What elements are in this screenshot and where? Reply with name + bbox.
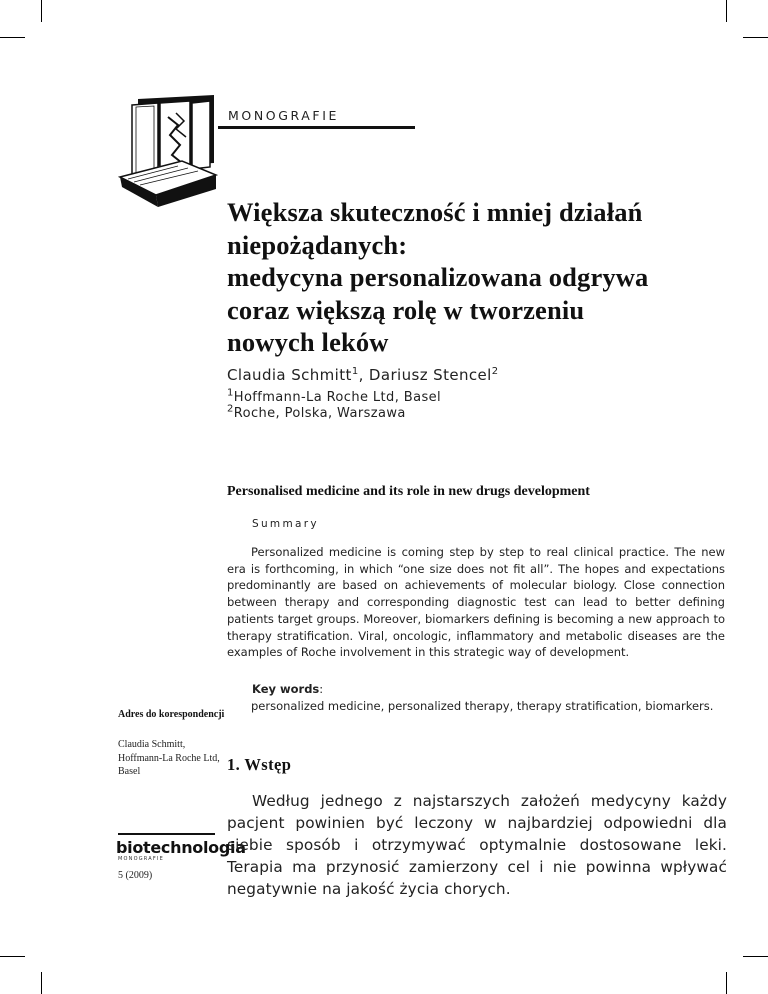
- keywords-text: personalized medicine, personalized therapy, therapy stratification, biomarkers.: [251, 699, 714, 713]
- author-list: [227, 366, 499, 384]
- title-line: nowych leków: [227, 327, 389, 357]
- crop-mark: [0, 956, 25, 957]
- article-title: [227, 196, 727, 359]
- affiliation-mark: 1: [227, 387, 234, 399]
- journal-rule: [118, 833, 215, 835]
- title-line: coraz większą rolę w tworzeniu: [227, 294, 585, 325]
- keywords-label: [252, 682, 323, 696]
- english-title: Personalised medicine and its role in new drugs development: [227, 484, 590, 499]
- correspondence-address: [118, 738, 223, 779]
- summary-text: Personalized medicine is coming step by step to real clinical practice. The new era is forthcoming, in which “one size does not fit all”. The hopes and expectations predominantly are based on achievements of molecular biology. Close connection between therapy and corresponding diagnostic test can lead to better defining patients target groups. Moreover, biomarkers defining is becoming a new approach to therapy stratification. Viral, oncologic, inflammatory and metabolic diseases are the examples of Roche involvement in this strategic way of development.: [227, 545, 725, 660]
- keywords-colon: :: [319, 682, 324, 696]
- title-line: medycyna personalizowana odgrywa: [227, 262, 649, 292]
- issue-number: 5 (2009): [118, 870, 153, 881]
- crop-mark: [726, 972, 727, 994]
- crop-mark: [743, 37, 768, 38]
- journal-subtitle: MONOGRAFIE: [118, 856, 165, 862]
- correspondence-label: Adres do korespondencji: [118, 709, 225, 720]
- address-line: Hoffmann-La Roche Ltd,: [118, 752, 220, 764]
- address-line: Claudia Schmitt,: [118, 739, 186, 750]
- title-line: Większa skuteczność i mniej działań: [227, 197, 643, 227]
- crop-mark: [726, 0, 727, 22]
- journal-logo: biotechnologia: [116, 838, 246, 857]
- title-line: niepożądanych:: [227, 229, 408, 260]
- author-name: Dariusz Stencel: [368, 366, 492, 384]
- stacked-books-icon: [118, 95, 218, 207]
- affiliation-text: Roche, Polska, Warszawa: [233, 406, 406, 421]
- author-separator: ,: [358, 366, 369, 384]
- author-name: Claudia Schmitt: [227, 366, 352, 384]
- affiliation-mark: 2: [491, 366, 499, 377]
- affiliation-text: Hoffmann-La Roche Ltd, Basel: [233, 390, 442, 405]
- crop-mark: [41, 0, 42, 22]
- crop-mark: [743, 956, 768, 957]
- affiliation: [227, 403, 406, 421]
- keywords-label-text: Key words: [252, 682, 320, 696]
- address-line: Basel: [118, 766, 141, 777]
- section-heading: 1. Wstęp: [227, 755, 292, 774]
- section-rule: [218, 126, 415, 129]
- affiliation-mark: 2: [227, 403, 234, 415]
- summary-label: Summary: [252, 518, 319, 530]
- crop-mark: [0, 37, 25, 38]
- section-label: MONOGRAFIE: [228, 108, 340, 123]
- intro-paragraph: Według jednego z najstarszych założeń medycyny każdy pacjent powinien być leczony w najbardziej odpowiedni dla siebie sposób i otrzymywać optymalnie dostosowane leki. Terapia ma przynosić zamierzony cel i nie powinna wpływać negatywnie na jakość życia chorych.: [227, 792, 727, 898]
- affiliation-mark: 1: [351, 366, 359, 377]
- affiliation: [227, 387, 442, 405]
- crop-mark: [41, 972, 42, 994]
